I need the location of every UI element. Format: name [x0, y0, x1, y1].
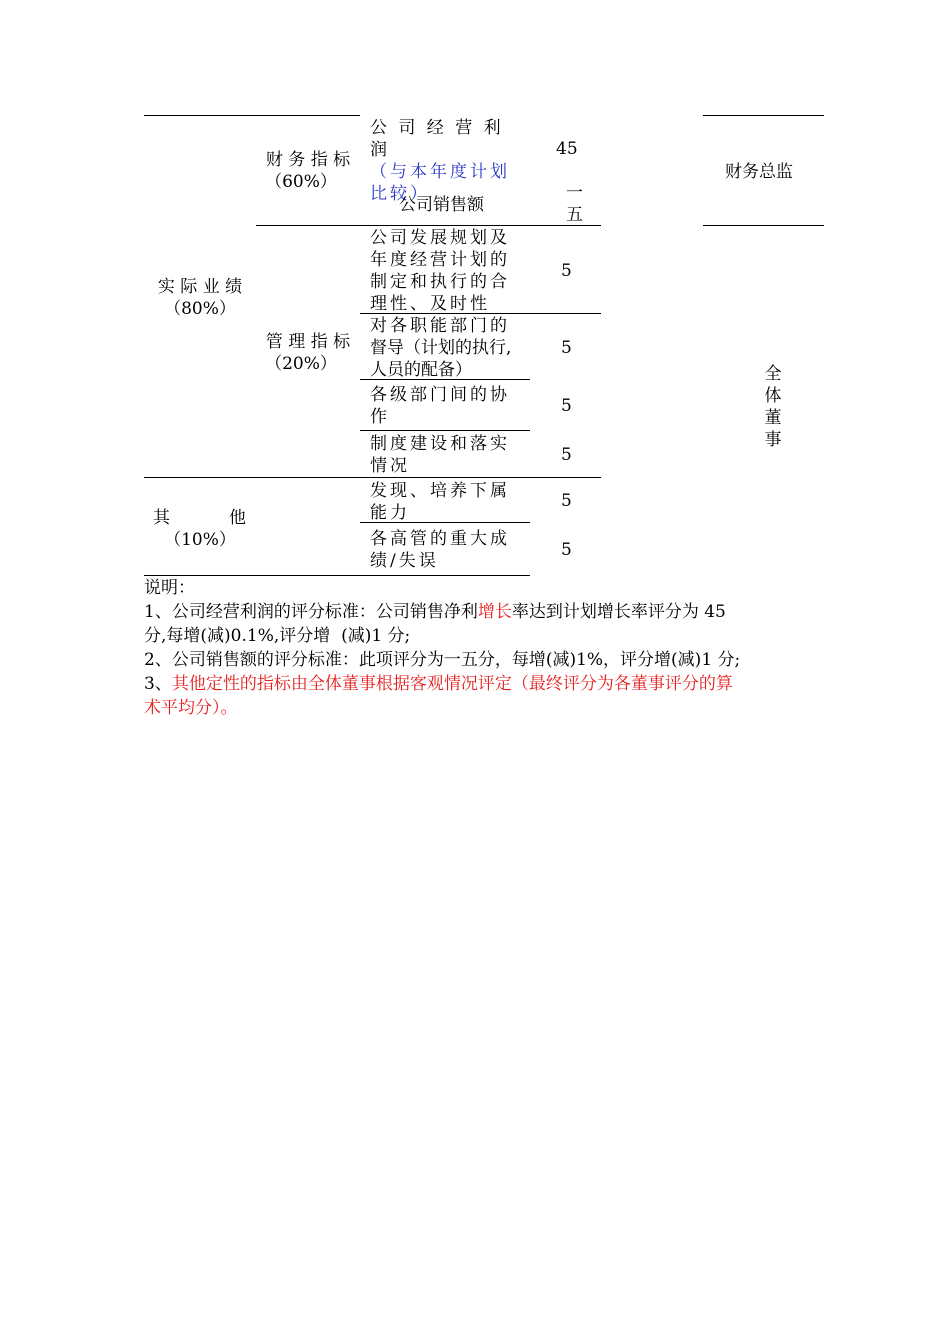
item-coordination-line1: 各级部门间的协: [370, 385, 510, 405]
item-supervision-line3: 人员的配备）: [370, 360, 472, 380]
item-talent-line2: 能力: [370, 503, 410, 523]
note-1-highlight: 增长: [477, 602, 512, 622]
category-management-pct: （20%）: [265, 354, 337, 374]
item-sales-label: 公司销售额: [399, 195, 484, 215]
item-planning-score: 5: [561, 261, 572, 281]
group-other-label-right: 他: [229, 508, 246, 528]
group-actual-pct: （80%）: [164, 299, 236, 319]
item-planning-line1: 公司发展规划及: [370, 228, 510, 248]
item-talent: [370, 480, 530, 524]
note-1-line2: 分,每增(减)0.1%,评分增 (减)1 分;: [144, 626, 411, 646]
actual-group-bottom-rule: [144, 477, 601, 478]
item-profit-line3: 比较）: [370, 184, 430, 204]
item-planning-line2: 年度经营计划的: [370, 250, 510, 270]
evaluator-board-char-3: 董: [764, 408, 782, 428]
table-top-rule-right: [703, 115, 824, 116]
item-system: [370, 433, 530, 477]
item-profit-line2: （与本年度计划: [370, 162, 510, 182]
notes-title: 说明：: [144, 578, 195, 598]
category-finance-label: 财 务 指 标: [265, 150, 351, 170]
group-other-label-left: 其: [153, 508, 170, 528]
note-3-prefix: 3、: [144, 674, 172, 694]
note-3: [144, 672, 824, 696]
evaluator-finance-bottom-rule: [703, 225, 824, 226]
note-1-part1: 1、公司经营利润的评分标准：公司销售净利: [144, 602, 478, 622]
item-system-score: 5: [561, 445, 572, 465]
evaluator-board: [762, 363, 784, 451]
item-coordination-score: 5: [561, 396, 572, 416]
note-1-part2: 率达到计划增长率评分为 45: [511, 602, 726, 622]
item-coordination-line2: 作: [370, 407, 390, 427]
item-achievements-line2: 绩/失误: [370, 551, 439, 571]
item-achievements-score: 5: [561, 540, 572, 560]
item-profit-line1: 公 司 经 营 利 润: [370, 118, 504, 160]
table-top-rule-left: [144, 115, 360, 116]
item-supervision-score: 5: [561, 338, 572, 358]
group-actual-label: 实 际 业 绩: [157, 277, 243, 297]
item-profit-score: 45: [556, 139, 578, 159]
note-1: [144, 600, 824, 624]
item-supervision-line2: 督导（计划的执行,: [370, 338, 512, 358]
item-profit: [370, 117, 530, 205]
category-management-label: 管 理 指 标: [265, 332, 351, 352]
note-2: 2、公司销售额的评分标准：此项评分为一五分，每增(减)1%，评分增(减)1 分;: [144, 650, 741, 670]
item-coordination: [370, 384, 530, 428]
item-talent-score: 5: [561, 491, 572, 511]
item-planning-line4: 理性、及时性: [370, 294, 490, 314]
item-planning-line3: 制定和执行的合: [370, 272, 510, 292]
item-achievements: [370, 528, 530, 572]
item-sales-score-line1: 一: [566, 183, 583, 203]
item-supervision: [370, 315, 535, 381]
evaluator-board-char-2: 体: [764, 386, 782, 406]
item-sales-score-line2: 五: [566, 205, 583, 225]
category-finance-pct: （60%）: [265, 172, 337, 192]
evaluator-finance: 财务总监: [725, 162, 793, 182]
note-3-line1: 其他定性的指标由全体董事根据客观情况评定（最终评分为各董事评分的算: [171, 674, 733, 694]
evaluator-board-char-4: 事: [764, 430, 782, 450]
item-achievements-line1: 各高管的重大成: [370, 529, 510, 549]
item-talent-line1: 发现、培养下属: [370, 481, 510, 501]
finance-bottom-rule: [256, 225, 601, 226]
item-planning: [370, 227, 530, 315]
group-other-pct: （10%）: [164, 530, 236, 550]
coordination-bottom-rule: [360, 430, 530, 431]
evaluator-board-char-1: 全: [764, 364, 782, 384]
item-system-line1: 制度建设和落实: [370, 434, 510, 454]
note-3-line2: 术平均分）。: [144, 698, 238, 718]
notes-section: [144, 576, 824, 720]
item-supervision-line1: 对各职能部门的: [370, 316, 510, 336]
item-system-line2: 情况: [370, 456, 410, 476]
